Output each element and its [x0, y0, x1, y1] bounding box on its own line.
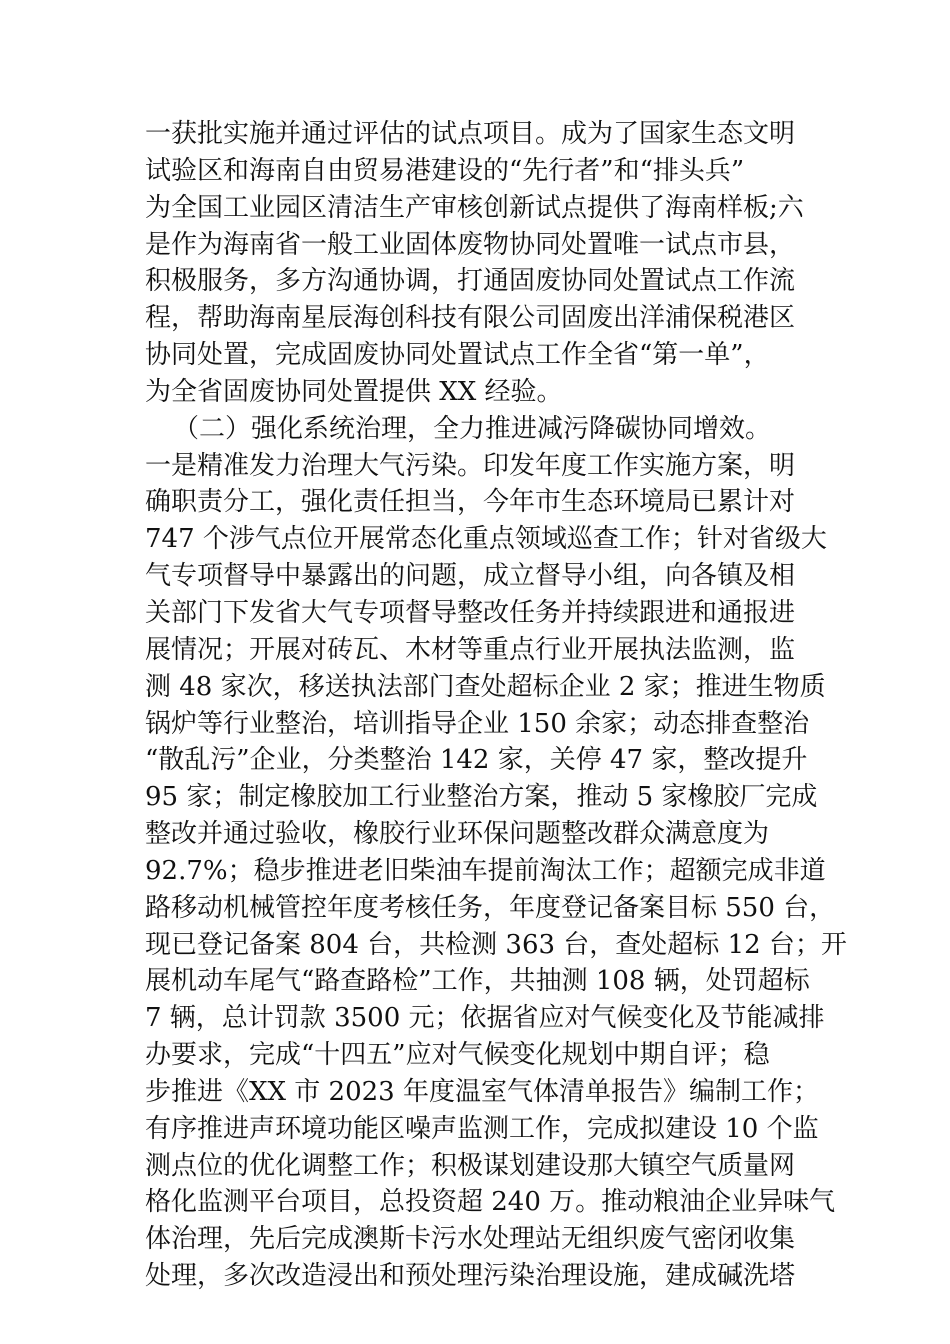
text-line: 步推进《XX 市 2023 年度温室气体清单报告》编制工作； [145, 1076, 819, 1107]
text-line: 一是精准发力治理大气污染。印发年度工作实施方案，明 [145, 450, 796, 481]
text-line: 7 辆，总计罚款 3500 元；依据省应对气候变化及节能减排 [145, 1003, 825, 1034]
text-line: 为全国工业园区清洁生产审核创新试点提供了海南样板;六 [145, 192, 804, 223]
text-line: 协同处置，完成固废协同处置试点工作全省“第一单”， [145, 340, 770, 371]
text-line: 一获批实施并通过评估的试点项目。成为了国家生态文明 [145, 119, 796, 149]
text-line: 展情况；开展对砖瓦、木材等重点行业开展执法监测，监 [145, 634, 796, 665]
text-line: 测 48 家次，移送执法部门查处超标企业 2 家；推进生物质 [145, 671, 826, 702]
text-line: 体治理，先后完成澳斯卡污水处理站无组织废气密闭收集 [145, 1224, 796, 1255]
text-line: 积极服务，多方沟通协调，打通固废协同处置试点工作流 [145, 266, 796, 297]
text-line: 路移动机械管控年度考核任务，年度登记备案目标 550 台， [145, 892, 836, 923]
text-line: 展机动车尾气“路查路检”工作，共抽测 108 辆，处罚超标 [145, 966, 810, 997]
section-heading: （二）强化系统治理，全力推进减污降碳协同增效。 [173, 413, 772, 444]
text-line: 办要求，完成“十四五”应对气候变化规划中期自评；稳 [145, 1040, 770, 1071]
text-line: 747 个涉气点位开展常态化重点领域巡查工作；针对省级大 [145, 524, 827, 555]
text-line: 为全省固废协同处置提供 XX 经验。 [145, 376, 563, 407]
text-line: 格化监测平台项目，总投资超 240 万。推动粮油企业异味气 [145, 1187, 836, 1218]
text-line: 现已登记备案 804 台，共检测 363 台，查处超标 12 台；开 [145, 929, 847, 960]
text-line: 关部门下发省大气专项督导整改任务并持续跟进和通报进 [145, 597, 796, 628]
body-text [145, 116, 847, 1295]
text-line: 95 家；制定橡胶加工行业整治方案，推动 5 家橡胶厂完成 [145, 782, 818, 813]
text-line: 是作为海南省一般工业固体废物协同处置唯一试点市县， [145, 229, 796, 260]
text-line: 气专项督导中暴露出的问题，成立督导小组，向各镇及相 [145, 561, 796, 592]
text-line: 有序推进声环境功能区噪声监测工作，完成拟建设 10 个监 [145, 1113, 819, 1144]
text-line: 处理，多次改造浸出和预处理污染治理设施，建成碱洗塔 [145, 1261, 796, 1292]
text-line: 锅炉等行业整治，培训指导企业 150 余家；动态排查整治 [145, 708, 810, 739]
text-line: “散乱污”企业，分类整治 142 家，关停 47 家，整改提升 [145, 745, 808, 776]
text-line: 92.7%；稳步推进老旧柴油车提前淘汰工作；超额完成非道 [145, 855, 826, 886]
text-line: 试验区和海南自由贸易港建设的“先行者”和“排头兵” [145, 155, 745, 186]
text-line: 确职责分工，强化责任担当，今年市生态环境局已累计对 [145, 487, 796, 518]
text-line: 整改并通过验收，橡胶行业环保问题整改群众满意度为 [145, 819, 770, 850]
text-line: 测点位的优化调整工作；积极谋划建设那大镇空气质量网 [145, 1150, 796, 1181]
text-line: 程，帮助海南星辰海创科技有限公司固废出洋浦保税港区 [145, 303, 796, 334]
